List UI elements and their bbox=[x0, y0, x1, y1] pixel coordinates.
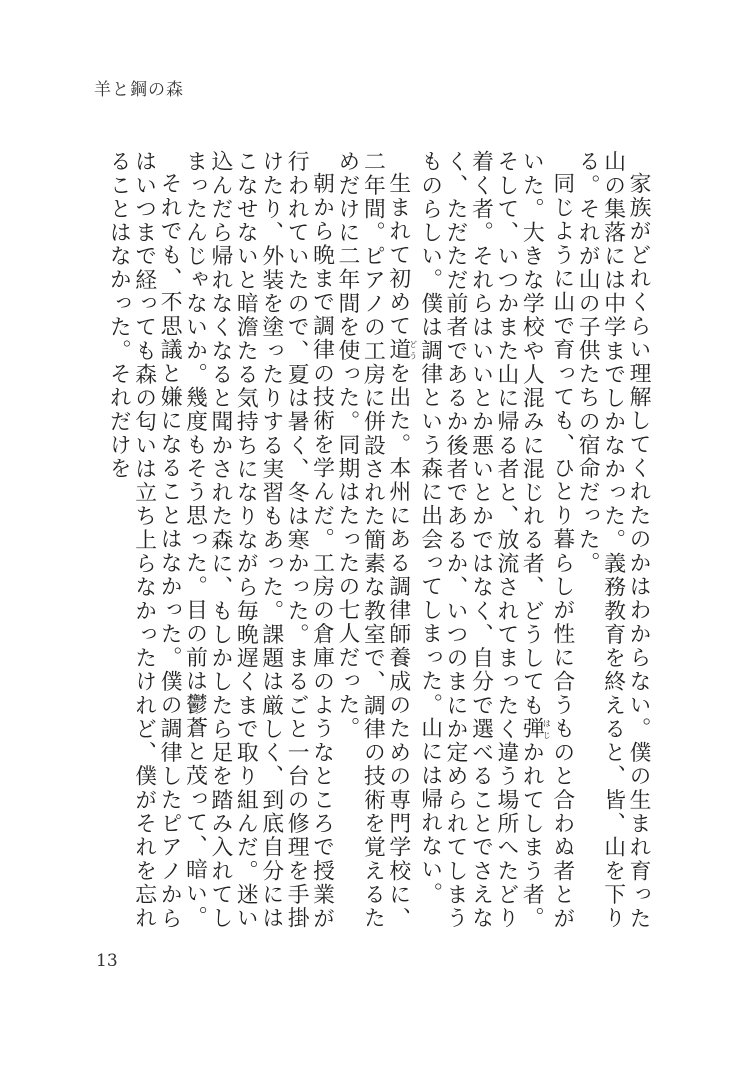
vertical-body-text bbox=[81, 150, 651, 930]
paragraph-4: 朝から晩まで調律の技術を学んだ。工房の倉庫のようなところで授業が行われていたので、夏は暑く、冬は寒かった。まるごと一台の修理を手掛けたり、外装を塗ったりする実習もあった。課題は厳しく、到底自分にはこなせないと暗澹たる気持ちになりながら毎晩遅くまで取り組んだ。迷い込んだら帰れなくなると聞かされた森に、もしかしたら足を踏み入れてしまったんじゃないか。幾度もそう思った。目の前は鬱蒼と茂って、暗い。 bbox=[182, 150, 335, 930]
ruby-base: 道 bbox=[385, 337, 411, 362]
paragraph-1: 家族がどれくらい理解してくれたのかはわからない。僕の生まれ育った山の集落には中学までしかなかった。義務教育を終えると、皆、山を下りる。それが山の子供たちの宿命だった。 bbox=[575, 150, 651, 930]
paragraph-2-before: 同じように山で育っても、ひとり暮らしが性に合うものと合わぬ者とがいた。大きな学校や人混みに混じれる者、どうしても bbox=[519, 150, 575, 930]
paragraph-2 bbox=[417, 150, 575, 930]
page-number: 13 bbox=[96, 951, 118, 971]
paragraph-2-after: かれてしまう者。そして、いつかまた山に帰る者と、放流されてまったく違う場所へたどり着く者。それらはいいとか悪いとかではなく、自分で選べることでさえなく、ただただ前者であるか後者であるか、いつのまにか定められてしまうものらしい。僕は調律という森に出会ってしまった。山には帰れない。 bbox=[417, 150, 545, 930]
paragraph-3-before: 生まれて初めて bbox=[385, 171, 411, 338]
paragraph-3-after: を出た。本州にある調律師養成のための専門学校に、二年間。ピアノの工房に併設された簡素な教室で、調律の技術を覚えるためだけに二年間を使った。同期はたったの七人だった。 bbox=[334, 150, 411, 930]
ruby-reading: どう bbox=[408, 337, 418, 362]
paragraph-5: それでも、不思議と嫌になることはなかった。僕の調律したピアノからはいつまで経っても森の匂いは立ち上らなかったけれど、僕がそれを忘れることはなかった。それだけを bbox=[106, 150, 183, 930]
ruby-reading: はじ bbox=[542, 717, 552, 741]
furigana-dou bbox=[385, 337, 418, 362]
paragraph-3 bbox=[335, 150, 418, 930]
furigana-hajiku bbox=[519, 717, 552, 741]
ruby-base: 弾 bbox=[519, 717, 545, 741]
running-header: 羊と鋼の森 bbox=[94, 80, 184, 100]
